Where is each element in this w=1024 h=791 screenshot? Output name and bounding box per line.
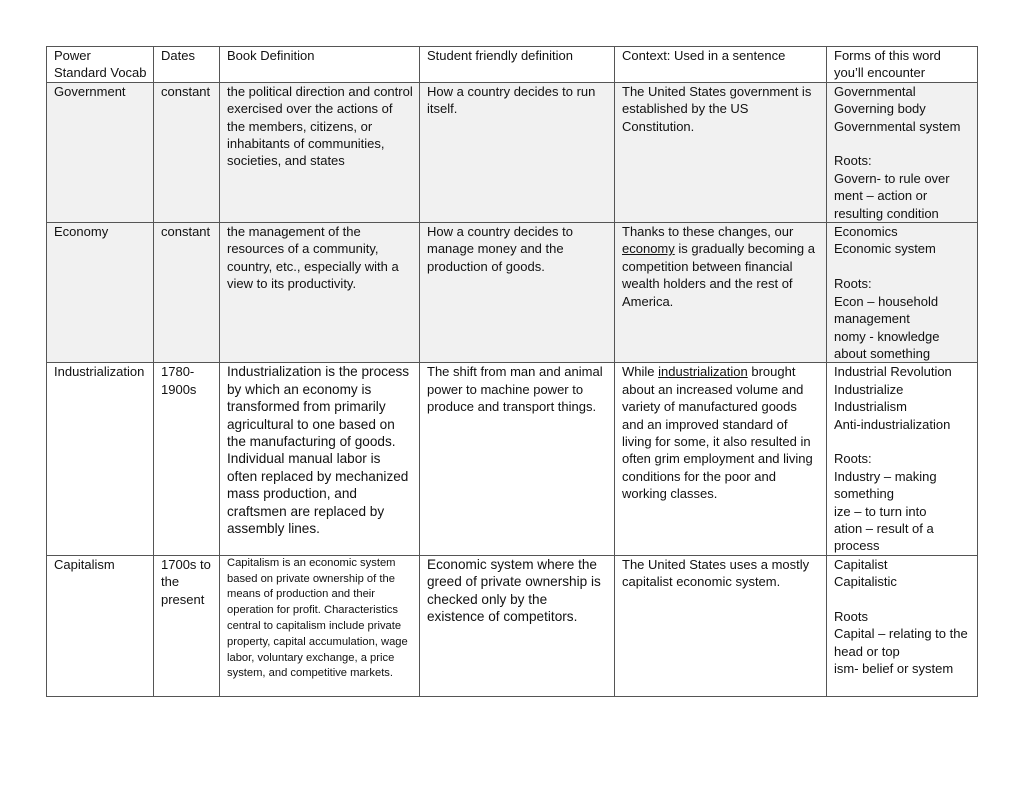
context-underlined-word: industrialization bbox=[658, 364, 748, 380]
table-row-capitalism bbox=[47, 555, 978, 696]
term-cell: Government bbox=[47, 82, 154, 222]
student-definition-cell: The shift from man and animal power to machine power to produce and transport things. bbox=[420, 363, 615, 555]
context-cell bbox=[615, 82, 827, 222]
context-text-before: Thanks to these changes, our bbox=[622, 224, 794, 240]
context-text-after: brought about an increased volume and variety of manufactured goods and an improved standard of living for some, it also resulted in often grim employment and living conditions for the poor and working classes. bbox=[622, 364, 813, 502]
header-cell-vocab: Power Standard Vocab bbox=[47, 47, 154, 83]
table-row-industrialization bbox=[47, 363, 978, 555]
student-definition-cell: How a country decides to run itself. bbox=[420, 82, 615, 222]
student-definition-cell: Economic system where the greed of private ownership is checked only by the existence of competitors. bbox=[420, 555, 615, 696]
forms-cell: Industrial Revolution Industrialize Industrialism Anti-industrialization Roots: Industry – making something ize – to turn into ation – result of a process bbox=[827, 363, 978, 555]
book-definition-cell: Industrialization is the process by which an economy is transformed from primarily agricultural to one based on the manufacturing of goods. Individual manual labor is often replaced by mechanized mass production, and craftsmen are replaced by assembly lines. bbox=[220, 363, 420, 555]
context-text-before: While bbox=[622, 364, 659, 380]
context-text-after: is gradually becoming a competition between financial wealth holders and the rest of America. bbox=[622, 241, 815, 309]
term-cell: Economy bbox=[47, 223, 154, 363]
book-definition-cell: the political direction and control exercised over the actions of the members, citizens, or inhabitants of communities, societies, and states bbox=[220, 82, 420, 222]
table-row-government bbox=[47, 82, 978, 222]
header-cell-context: Context: Used in a sentence bbox=[615, 47, 827, 83]
header-cell-book-definition: Book Definition bbox=[220, 47, 420, 83]
context-cell bbox=[615, 555, 827, 696]
context-text-before: The United States uses a mostly capitalist economic system. bbox=[622, 556, 810, 590]
book-definition-cell: Capitalism is an economic system based on private ownership of the means of production and their operation for profit. Characteristics central to capitalism include private property, capital accumulation, wage labor, voluntary exchange, a price system, and competitive markets. bbox=[220, 555, 420, 696]
header-cell-student-definition: Student friendly definition bbox=[420, 47, 615, 83]
book-definition-cell: the management of the resources of a community, country, etc., especially with a view to its productivity. bbox=[220, 223, 420, 363]
dates-cell: constant bbox=[154, 223, 220, 363]
dates-cell: constant bbox=[154, 82, 220, 222]
term-cell: Capitalism bbox=[47, 555, 154, 696]
dates-cell: 1700s to the present bbox=[154, 555, 220, 696]
student-definition-cell: How a country decides to manage money and the production of goods. bbox=[420, 223, 615, 363]
context-cell bbox=[615, 363, 827, 555]
forms-cell: Governmental Governing body Governmental system Roots: Govern- to rule over ment – action or resulting condition bbox=[827, 82, 978, 222]
context-text-before: The United States government is established by the US Constitution. bbox=[622, 83, 812, 134]
table-header-row bbox=[47, 47, 978, 83]
table-row-economy bbox=[47, 223, 978, 363]
context-cell bbox=[615, 223, 827, 363]
header-cell-forms: Forms of this word you’ll encounter bbox=[827, 47, 978, 83]
context-underlined-word: economy bbox=[622, 241, 675, 257]
vocab-table bbox=[46, 46, 978, 697]
dates-cell: 1780-1900s bbox=[154, 363, 220, 555]
header-cell-dates: Dates bbox=[154, 47, 220, 83]
forms-cell: Economics Economic system Roots: Econ – household management nomy - knowledge about something bbox=[827, 223, 978, 363]
term-cell: Industrialization bbox=[47, 363, 154, 555]
forms-cell: Capitalist Capitalistic Roots Capital – relating to the head or top ism- belief or system bbox=[827, 555, 978, 696]
